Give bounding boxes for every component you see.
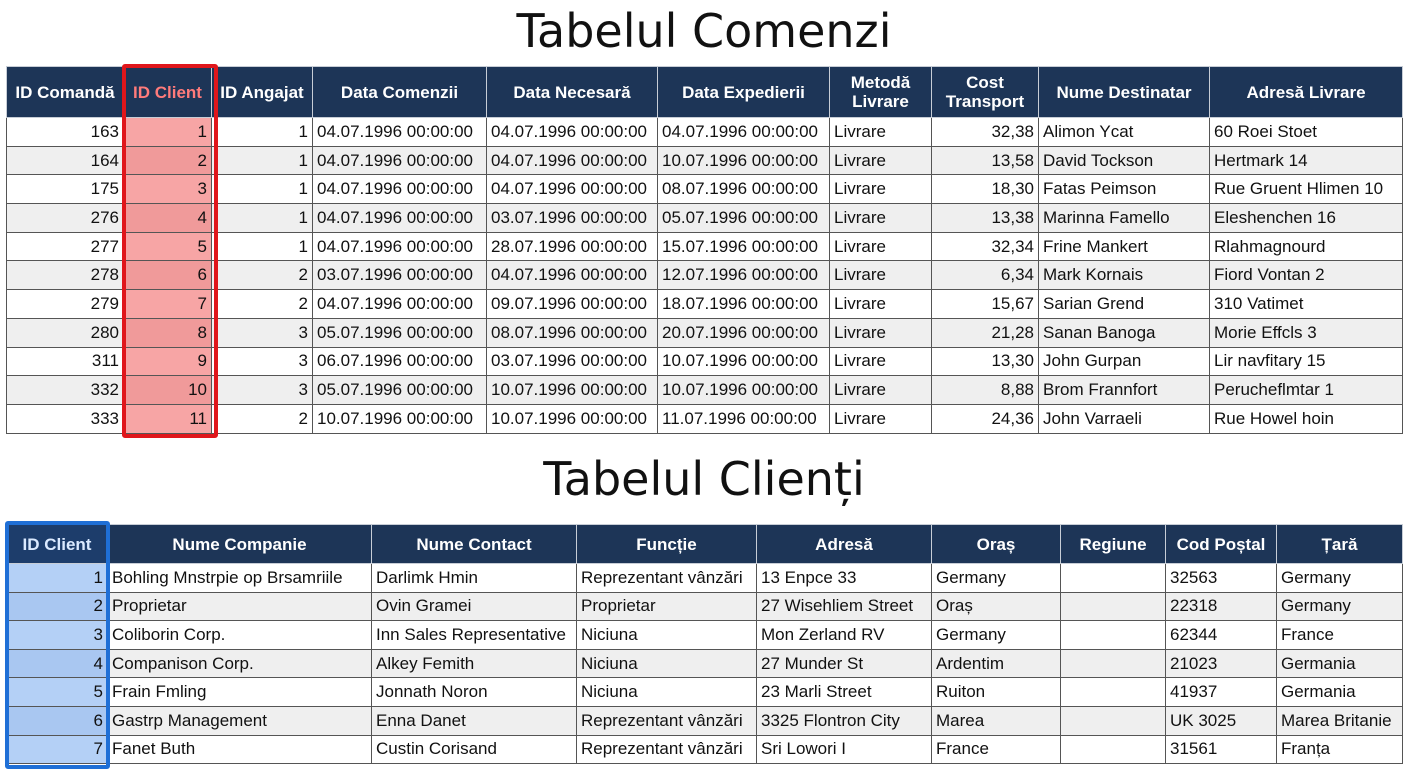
table-cell: Perucheflmtar 1 bbox=[1210, 376, 1403, 405]
table-cell: Ardentim bbox=[932, 649, 1061, 678]
table-cell: 3 bbox=[124, 175, 212, 204]
table-cell: 21023 bbox=[1166, 649, 1277, 678]
table-cell: 2 bbox=[212, 290, 313, 319]
table-cell: Germany bbox=[1277, 564, 1403, 593]
table-cell: Livrare bbox=[830, 404, 932, 433]
table-cell: 3 bbox=[212, 318, 313, 347]
clients-table-title: Tabelul Clienți bbox=[543, 452, 865, 506]
table-cell: 05.07.1996 00:00:00 bbox=[313, 318, 487, 347]
table-cell: Inn Sales Representative bbox=[372, 621, 577, 650]
col-header-ship-method[interactable]: Metodă Livrare bbox=[830, 67, 932, 118]
table-row[interactable] bbox=[7, 735, 1403, 764]
table-cell: 2 bbox=[7, 592, 108, 621]
table-cell: 62344 bbox=[1166, 621, 1277, 650]
table-cell: Germany bbox=[1277, 592, 1403, 621]
table-cell: Niciuna bbox=[577, 649, 757, 678]
table-row[interactable] bbox=[7, 678, 1403, 707]
table-cell: 24,36 bbox=[932, 404, 1039, 433]
col-header-contact-title[interactable]: Funcție bbox=[577, 525, 757, 564]
table-cell: 13 Enpce 33 bbox=[757, 564, 932, 593]
table-cell: 10.07.1996 00:00:00 bbox=[658, 347, 830, 376]
table-row[interactable] bbox=[7, 706, 1403, 735]
col-header-ship-address[interactable]: Adresă Livrare bbox=[1210, 67, 1403, 118]
table-cell: 18,30 bbox=[932, 175, 1039, 204]
table-cell: 15.07.1996 00:00:00 bbox=[658, 232, 830, 261]
table-cell: 2 bbox=[212, 261, 313, 290]
table-cell: 10.07.1996 00:00:00 bbox=[487, 404, 658, 433]
table-cell: 04.07.1996 00:00:00 bbox=[487, 261, 658, 290]
table-cell: Livrare bbox=[830, 175, 932, 204]
table-cell: 2 bbox=[124, 146, 212, 175]
table-cell: 06.07.1996 00:00:00 bbox=[313, 347, 487, 376]
table-cell: Marea Britanie bbox=[1277, 706, 1403, 735]
table-cell: 04.07.1996 00:00:00 bbox=[313, 232, 487, 261]
table-cell: Reprezentant vânzări bbox=[577, 564, 757, 593]
table-cell: Franța bbox=[1277, 735, 1403, 764]
table-cell: 28.07.1996 00:00:00 bbox=[487, 232, 658, 261]
table-cell: 04.07.1996 00:00:00 bbox=[313, 146, 487, 175]
table-cell: David Tockson bbox=[1039, 146, 1210, 175]
col-header-region[interactable]: Regiune bbox=[1061, 525, 1166, 564]
table-cell: 1 bbox=[212, 146, 313, 175]
table-cell: Fiord Vontan 2 bbox=[1210, 261, 1403, 290]
table-cell: Alimon Ycat bbox=[1039, 118, 1210, 147]
table-cell: Gastrp Management bbox=[108, 706, 372, 735]
table-cell: Niciuna bbox=[577, 621, 757, 650]
table-cell: 1 bbox=[212, 175, 313, 204]
table-cell: 04.07.1996 00:00:00 bbox=[487, 118, 658, 147]
table-cell: 04.07.1996 00:00:00 bbox=[313, 175, 487, 204]
table-cell: Livrare bbox=[830, 261, 932, 290]
table-cell: Coliborin Corp. bbox=[108, 621, 372, 650]
table-cell: 20.07.1996 00:00:00 bbox=[658, 318, 830, 347]
table-cell: Frain Fmling bbox=[108, 678, 372, 707]
table-cell: 1 bbox=[124, 118, 212, 147]
table-cell bbox=[1061, 735, 1166, 764]
table-cell: 333 bbox=[7, 404, 124, 433]
table-cell bbox=[1061, 649, 1166, 678]
table-cell: Germany bbox=[932, 621, 1061, 650]
table-cell: Rlahmagnourd bbox=[1210, 232, 1403, 261]
table-cell: 10.07.1996 00:00:00 bbox=[487, 376, 658, 405]
table-cell: 6,34 bbox=[932, 261, 1039, 290]
table-cell: 163 bbox=[7, 118, 124, 147]
table-row[interactable] bbox=[7, 649, 1403, 678]
table-cell: 09.07.1996 00:00:00 bbox=[487, 290, 658, 319]
table-cell: 05.07.1996 00:00:00 bbox=[658, 204, 830, 233]
table-cell: 32,38 bbox=[932, 118, 1039, 147]
table-cell: 04.07.1996 00:00:00 bbox=[487, 175, 658, 204]
table-cell: Reprezentant vânzări bbox=[577, 706, 757, 735]
table-row[interactable] bbox=[7, 204, 1403, 233]
table-cell: 6 bbox=[7, 706, 108, 735]
col-header-required-date[interactable]: Data Necesară bbox=[487, 67, 658, 118]
table-cell: 22318 bbox=[1166, 592, 1277, 621]
table-cell: Germania bbox=[1277, 678, 1403, 707]
table-cell: Livrare bbox=[830, 118, 932, 147]
table-cell: Lir navfitary 15 bbox=[1210, 347, 1403, 376]
col-header-order-id[interactable]: ID Comandă bbox=[7, 67, 124, 118]
table-cell: John Gurpan bbox=[1039, 347, 1210, 376]
table-cell: 7 bbox=[7, 735, 108, 764]
table-cell: Ruiton bbox=[932, 678, 1061, 707]
table-cell: 04.07.1996 00:00:00 bbox=[313, 204, 487, 233]
table-cell: 3 bbox=[7, 621, 108, 650]
table-cell: Darlimk Hmin bbox=[372, 564, 577, 593]
col-header-employee-id[interactable]: ID Angajat bbox=[212, 67, 313, 118]
table-row[interactable] bbox=[7, 175, 1403, 204]
table-cell: 3 bbox=[212, 347, 313, 376]
table-cell: 310 Vatimet bbox=[1210, 290, 1403, 319]
table-cell: Frine Mankert bbox=[1039, 232, 1210, 261]
table-cell: Rue Gruent Hlimen 10 bbox=[1210, 175, 1403, 204]
table-cell: Bohling Mnstrpie op Brsamriile bbox=[108, 564, 372, 593]
table-cell: 10.07.1996 00:00:00 bbox=[313, 404, 487, 433]
table-cell: 2 bbox=[212, 404, 313, 433]
table-cell: Livrare bbox=[830, 204, 932, 233]
table-cell: Rue Howel hoin bbox=[1210, 404, 1403, 433]
table-cell: 03.07.1996 00:00:00 bbox=[313, 261, 487, 290]
table-cell: 12.07.1996 00:00:00 bbox=[658, 261, 830, 290]
table-row[interactable] bbox=[7, 232, 1403, 261]
table-cell: 04.07.1996 00:00:00 bbox=[313, 290, 487, 319]
table-cell: 10.07.1996 00:00:00 bbox=[658, 146, 830, 175]
table-cell: Sri Lowori I bbox=[757, 735, 932, 764]
col-header-client-id[interactable]: ID Client bbox=[124, 67, 212, 118]
table-cell: Jonnath Noron bbox=[372, 678, 577, 707]
table-cell bbox=[1061, 592, 1166, 621]
table-cell: Sarian Grend bbox=[1039, 290, 1210, 319]
table-cell: Livrare bbox=[830, 290, 932, 319]
table-cell: Reprezentant vânzări bbox=[577, 735, 757, 764]
table-cell: Fanet Buth bbox=[108, 735, 372, 764]
table-cell: 23 Marli Street bbox=[757, 678, 932, 707]
table-row[interactable] bbox=[7, 146, 1403, 175]
table-cell: 1 bbox=[7, 564, 108, 593]
table-cell: 10.07.1996 00:00:00 bbox=[658, 376, 830, 405]
table-cell bbox=[1061, 678, 1166, 707]
table-cell: Eleshenchen 16 bbox=[1210, 204, 1403, 233]
table-cell: Companison Corp. bbox=[108, 649, 372, 678]
table-cell: 8 bbox=[124, 318, 212, 347]
table-cell: Alkey Femith bbox=[372, 649, 577, 678]
col-header-client-id[interactable]: ID Client bbox=[7, 525, 108, 564]
table-cell: 08.07.1996 00:00:00 bbox=[658, 175, 830, 204]
table-cell: 5 bbox=[7, 678, 108, 707]
table-cell: 1 bbox=[212, 232, 313, 261]
table-cell: 04.07.1996 00:00:00 bbox=[487, 146, 658, 175]
table-cell: 60 Roei Stoet bbox=[1210, 118, 1403, 147]
table-cell: Germania bbox=[1277, 649, 1403, 678]
col-header-postal-code[interactable]: Cod Poștal bbox=[1166, 525, 1277, 564]
table-cell: Livrare bbox=[830, 146, 932, 175]
table-cell: 15,67 bbox=[932, 290, 1039, 319]
table-cell: France bbox=[932, 735, 1061, 764]
table-row[interactable] bbox=[7, 376, 1403, 405]
table-cell: Custin Corisand bbox=[372, 735, 577, 764]
table-row[interactable] bbox=[7, 592, 1403, 621]
table-row[interactable] bbox=[7, 404, 1403, 433]
table-cell: 311 bbox=[7, 347, 124, 376]
table-row[interactable] bbox=[7, 118, 1403, 147]
table-cell: Marinna Famello bbox=[1039, 204, 1210, 233]
table-cell: 175 bbox=[7, 175, 124, 204]
table-cell: Livrare bbox=[830, 318, 932, 347]
table-cell: Marea bbox=[932, 706, 1061, 735]
table-cell: 1 bbox=[212, 118, 313, 147]
col-header-freight[interactable]: Cost Transport bbox=[932, 67, 1039, 118]
table-cell: 27 Wisehliem Street bbox=[757, 592, 932, 621]
table-cell: Niciuna bbox=[577, 678, 757, 707]
orders-table-body bbox=[7, 118, 1403, 434]
table-cell: Enna Danet bbox=[372, 706, 577, 735]
clients-header-row bbox=[7, 525, 1403, 564]
table-row[interactable] bbox=[7, 564, 1403, 593]
table-cell: 9 bbox=[124, 347, 212, 376]
clients-table-body bbox=[7, 564, 1403, 764]
table-cell: Livrare bbox=[830, 376, 932, 405]
clients-table bbox=[6, 524, 1403, 764]
col-header-company-name[interactable]: Nume Companie bbox=[108, 525, 372, 564]
table-cell bbox=[1061, 706, 1166, 735]
table-cell: Ovin Gramei bbox=[372, 592, 577, 621]
table-cell: 32,34 bbox=[932, 232, 1039, 261]
table-cell: Mark Kornais bbox=[1039, 261, 1210, 290]
orders-header-row bbox=[7, 67, 1403, 118]
table-cell: 21,28 bbox=[932, 318, 1039, 347]
table-cell: 7 bbox=[124, 290, 212, 319]
table-cell bbox=[1061, 621, 1166, 650]
table-cell: Hertmark 14 bbox=[1210, 146, 1403, 175]
table-cell: 277 bbox=[7, 232, 124, 261]
orders-table-title: Tabelul Comenzi bbox=[516, 4, 892, 58]
table-cell: Livrare bbox=[830, 347, 932, 376]
table-cell: 10 bbox=[124, 376, 212, 405]
table-cell: Mon Zerland RV bbox=[757, 621, 932, 650]
table-cell: 03.07.1996 00:00:00 bbox=[487, 204, 658, 233]
table-cell: 8,88 bbox=[932, 376, 1039, 405]
col-header-city[interactable]: Oraș bbox=[932, 525, 1061, 564]
table-cell: 32563 bbox=[1166, 564, 1277, 593]
table-cell: 280 bbox=[7, 318, 124, 347]
table-cell: Morie Effcls 3 bbox=[1210, 318, 1403, 347]
table-cell: UK 3025 bbox=[1166, 706, 1277, 735]
table-cell: Livrare bbox=[830, 232, 932, 261]
table-cell: 08.07.1996 00:00:00 bbox=[487, 318, 658, 347]
table-cell: 18.07.1996 00:00:00 bbox=[658, 290, 830, 319]
table-cell: 164 bbox=[7, 146, 124, 175]
table-cell: 03.07.1996 00:00:00 bbox=[487, 347, 658, 376]
col-header-address[interactable]: Adresă bbox=[757, 525, 932, 564]
table-row[interactable] bbox=[7, 621, 1403, 650]
table-cell: 1 bbox=[212, 204, 313, 233]
table-cell: 3 bbox=[212, 376, 313, 405]
table-cell: 11.07.1996 00:00:00 bbox=[658, 404, 830, 433]
table-cell: 276 bbox=[7, 204, 124, 233]
table-cell: 3325 Flontron City bbox=[757, 706, 932, 735]
table-row[interactable] bbox=[7, 318, 1403, 347]
table-cell: Oraș bbox=[932, 592, 1061, 621]
table-cell: 5 bbox=[124, 232, 212, 261]
col-header-country[interactable]: Țară bbox=[1277, 525, 1403, 564]
table-cell: 41937 bbox=[1166, 678, 1277, 707]
table-cell: 13,58 bbox=[932, 146, 1039, 175]
table-cell: 05.07.1996 00:00:00 bbox=[313, 376, 487, 405]
table-cell: 4 bbox=[7, 649, 108, 678]
orders-table bbox=[6, 66, 1403, 434]
table-cell: 279 bbox=[7, 290, 124, 319]
table-cell: 278 bbox=[7, 261, 124, 290]
table-cell: 4 bbox=[124, 204, 212, 233]
col-header-order-date[interactable]: Data Comenzii bbox=[313, 67, 487, 118]
table-row[interactable] bbox=[7, 347, 1403, 376]
table-cell: 04.07.1996 00:00:00 bbox=[313, 118, 487, 147]
table-cell: 332 bbox=[7, 376, 124, 405]
table-cell: France bbox=[1277, 621, 1403, 650]
table-cell: 31561 bbox=[1166, 735, 1277, 764]
table-cell: Germany bbox=[932, 564, 1061, 593]
table-row[interactable] bbox=[7, 290, 1403, 319]
table-cell: 04.07.1996 00:00:00 bbox=[658, 118, 830, 147]
col-header-shipped-date[interactable]: Data Expedierii bbox=[658, 67, 830, 118]
table-cell: Fatas Peimson bbox=[1039, 175, 1210, 204]
table-cell: Sanan Banoga bbox=[1039, 318, 1210, 347]
table-cell: 13,38 bbox=[932, 204, 1039, 233]
col-header-ship-name[interactable]: Nume Destinatar bbox=[1039, 67, 1210, 118]
table-cell bbox=[1061, 564, 1166, 593]
table-cell: Brom Frannfort bbox=[1039, 376, 1210, 405]
table-cell: 11 bbox=[124, 404, 212, 433]
table-cell: Proprietar bbox=[577, 592, 757, 621]
table-row[interactable] bbox=[7, 261, 1403, 290]
table-cell: 27 Munder St bbox=[757, 649, 932, 678]
table-cell: 13,30 bbox=[932, 347, 1039, 376]
table-cell: Proprietar bbox=[108, 592, 372, 621]
table-cell: John Varraeli bbox=[1039, 404, 1210, 433]
col-header-contact-name[interactable]: Nume Contact bbox=[372, 525, 577, 564]
table-cell: 6 bbox=[124, 261, 212, 290]
